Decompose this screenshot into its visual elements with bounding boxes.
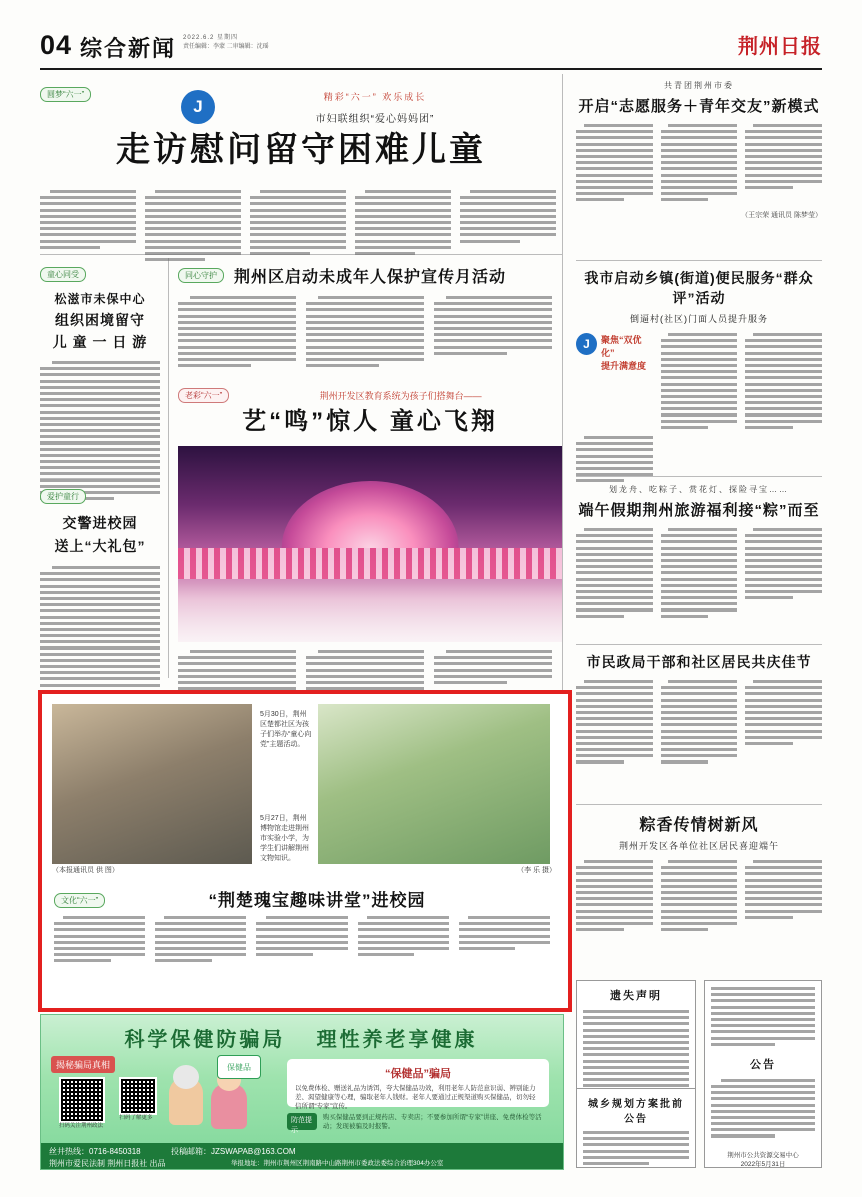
photo-museum-lecture — [52, 704, 252, 864]
r4-title: 端午假期荆州旅游福利接“粽”而至 — [578, 502, 820, 519]
notice-plan — [576, 1088, 696, 1168]
lead-logo-mark: J — [181, 90, 215, 124]
shouhu-body — [178, 296, 562, 370]
tongxin-tag: 童心同受 — [40, 264, 160, 282]
ad-address: 举报地址：荆州市荆州区荆南路中山路荆州市委政法委综合治理304办公室 — [231, 1160, 444, 1167]
public-service-ad — [40, 1014, 564, 1170]
jingchu-title: “荆楚瑰宝趣味讲堂”进校园 — [208, 891, 426, 910]
ad-box-text: 以免费体检、赠送礼品为诱饵，夸大保健品功效，利用老年人防范意识弱、辨别能力差、渴望健康等心理，骗取老年人钱财。老年人要通过正规渠道购买保健品，切勿轻信所谓“专家”宣传。 — [295, 1085, 536, 1110]
qr-code-left[interactable] — [59, 1077, 105, 1123]
divider — [576, 260, 822, 261]
column-rule — [168, 258, 169, 678]
laocai-kicker: 荆州开发区教育系统为孩子们搭舞台—— — [319, 391, 482, 401]
shuangyouhua-badge-2: 提升满意度 — [601, 361, 647, 371]
notice-lost-title: 遗失声明 — [610, 990, 662, 1002]
qr-caption-left: 扫码关注荆州政法 — [58, 1123, 103, 1129]
issue-meta — [183, 34, 293, 52]
divider — [576, 804, 822, 805]
r6-title: 粽香传情树新风 — [639, 817, 759, 834]
photo-footlights — [178, 583, 562, 642]
article-aihu — [40, 486, 160, 715]
ad-footer — [41, 1143, 563, 1169]
shuangyouhua-logo: J — [576, 333, 597, 355]
shuangyouhua-badge-1: 聚焦“双优化” — [601, 335, 642, 358]
notice-announcement — [704, 980, 822, 1168]
photo-credit-left: （本报通讯员 供 图） — [52, 867, 119, 874]
ad-hotline-1: 丝井热线：0716-8450318 — [49, 1147, 141, 1156]
notice-announcement-title: 公告 — [750, 1058, 776, 1071]
divider — [576, 644, 822, 645]
article-tongxin-shouhu — [178, 264, 562, 370]
photo-children-activity — [318, 704, 550, 864]
ad-scam-box — [287, 1059, 549, 1110]
paper-name: 荆州日报 — [738, 36, 822, 58]
tongxin-body — [40, 361, 160, 500]
article-duanwu — [576, 484, 822, 621]
section-title: 综合新闻 — [80, 36, 177, 61]
ad-tip-label: 防范提示 — [287, 1113, 317, 1130]
article-minzhengju — [576, 652, 822, 767]
aihu-tag: 爱护童行 — [40, 486, 160, 504]
article-tongxin — [40, 264, 160, 503]
notice-announcement-body — [711, 1079, 815, 1138]
highlight-box — [38, 690, 572, 1012]
lead-body — [40, 190, 562, 264]
notice-date: 2022年5月31日 — [740, 1160, 786, 1168]
r2-title: 我市启动乡镇(街道)便民服务“群众评”活动 — [584, 270, 814, 306]
issue-date: 2022.6.2 星期四 — [183, 35, 239, 41]
r6-body — [576, 860, 822, 934]
lead-headline: 走访慰问留守困难儿童 — [116, 131, 486, 169]
ad-tip — [287, 1113, 549, 1134]
notice-announcement-top-body — [711, 987, 815, 1046]
photo-fan-backdrop — [282, 481, 459, 548]
article-zongxiang — [576, 812, 822, 934]
photo-caption-mid-2: 5月30日，荆州区楚都社区为孩子们举办“童心向党”主题活动。 — [260, 711, 312, 748]
r1-title: 开启“志愿服务＋青年交友”新模式 — [578, 98, 820, 115]
lead-kicker: 精彩“六一” 欢乐成长 — [323, 92, 427, 102]
lead-tag: 圆梦“六一” — [40, 84, 91, 102]
notice-signature: 荆州市公共资源交易中心 — [727, 1151, 799, 1159]
right-column — [576, 80, 822, 220]
qr-code-right[interactable] — [119, 1077, 157, 1115]
ad-title-right: 理性养老享健康 — [316, 1029, 478, 1051]
laocai-tag: 老彩“六一” — [178, 388, 229, 403]
ad-badge: 揭秘骗局真相 — [51, 1055, 115, 1073]
photo-caption-mid-1: 5月27日，荆州博物馆走进荆州市实验小学，为学生们讲解荆州文物知识。 — [260, 815, 309, 862]
divider — [40, 478, 160, 479]
tongxin-title-2: 组织困境留守 — [55, 312, 145, 328]
ad-product-label: 保健品 — [217, 1055, 261, 1079]
ad-title-left: 科学保健防骗局 — [124, 1029, 286, 1051]
photo-dancers-row — [178, 548, 562, 579]
r1-kicker: 共青团荆州市委 — [664, 81, 734, 90]
notice-plan-title: 城乡规划方案批前公告 — [588, 1099, 684, 1125]
tongxin-title-1: 松滋市未保中心 — [54, 292, 146, 306]
r5-title: 市民政局干部和社区居民共庆佳节 — [586, 654, 812, 670]
qr-caption-right: 扫码了解更多 — [119, 1115, 153, 1121]
r4-body — [576, 528, 822, 621]
masthead — [40, 28, 822, 70]
aihu-title-1: 交警进校园 — [62, 515, 138, 531]
tongxin-title-3: 儿 童 一 日 游 — [52, 334, 148, 350]
shouhu-tag: 同心守护 — [178, 268, 224, 283]
ad-hotline-2: 投稿邮箱：JZSWAPAB@163.COM — [171, 1147, 296, 1156]
r2-sub: 倒逼村(社区)门面人员提升服务 — [630, 314, 768, 324]
jingchu-body — [54, 916, 550, 966]
ad-hotline-3: 荆州市爱民法制 荆州日报社 出品 — [49, 1159, 166, 1168]
ad-tip-text: 购买保健品要到正规药店、专卖店；不要参加所谓“专家”讲座、免费体检等活动；发现被骗及时报警。 — [322, 1114, 542, 1130]
lead-subtitle: 市妇联组织“爱心妈妈团” — [315, 114, 435, 125]
editor-line: 责任编辑：李蒙 二审编辑：沈瑶 — [183, 44, 269, 50]
page-number: 04 — [40, 30, 73, 60]
laocai-title: 艺“鸣”惊人 童心飞翔 — [242, 408, 498, 435]
r6-sub: 荆州开发区各单位社区居民喜迎端午 — [618, 841, 779, 851]
ad-box-title: “保健品”骗局 — [385, 1068, 451, 1080]
photo-credit-right: （李 乐 摄） — [517, 867, 556, 874]
article-bianmin — [576, 268, 822, 486]
r1-body — [576, 124, 822, 204]
notice-plan-body — [583, 1131, 689, 1165]
shouhu-title: 荆州区启动未成年人保护宣传月活动 — [234, 269, 507, 286]
divider — [576, 476, 822, 477]
paper-logo — [738, 30, 822, 59]
r5-body — [576, 680, 822, 767]
r1-byline: （王宗荣 通讯员 陈梦莹） — [741, 212, 822, 220]
jingchu-tag: 文化“六一” — [54, 890, 105, 908]
photo-stage-performance — [178, 446, 562, 642]
article-laocai — [178, 388, 562, 437]
r4-kicker: 划龙舟、吃粽子、赏花灯、探险寻宝…… — [609, 485, 789, 494]
aihu-title-2: 送上“大礼包” — [54, 538, 146, 554]
